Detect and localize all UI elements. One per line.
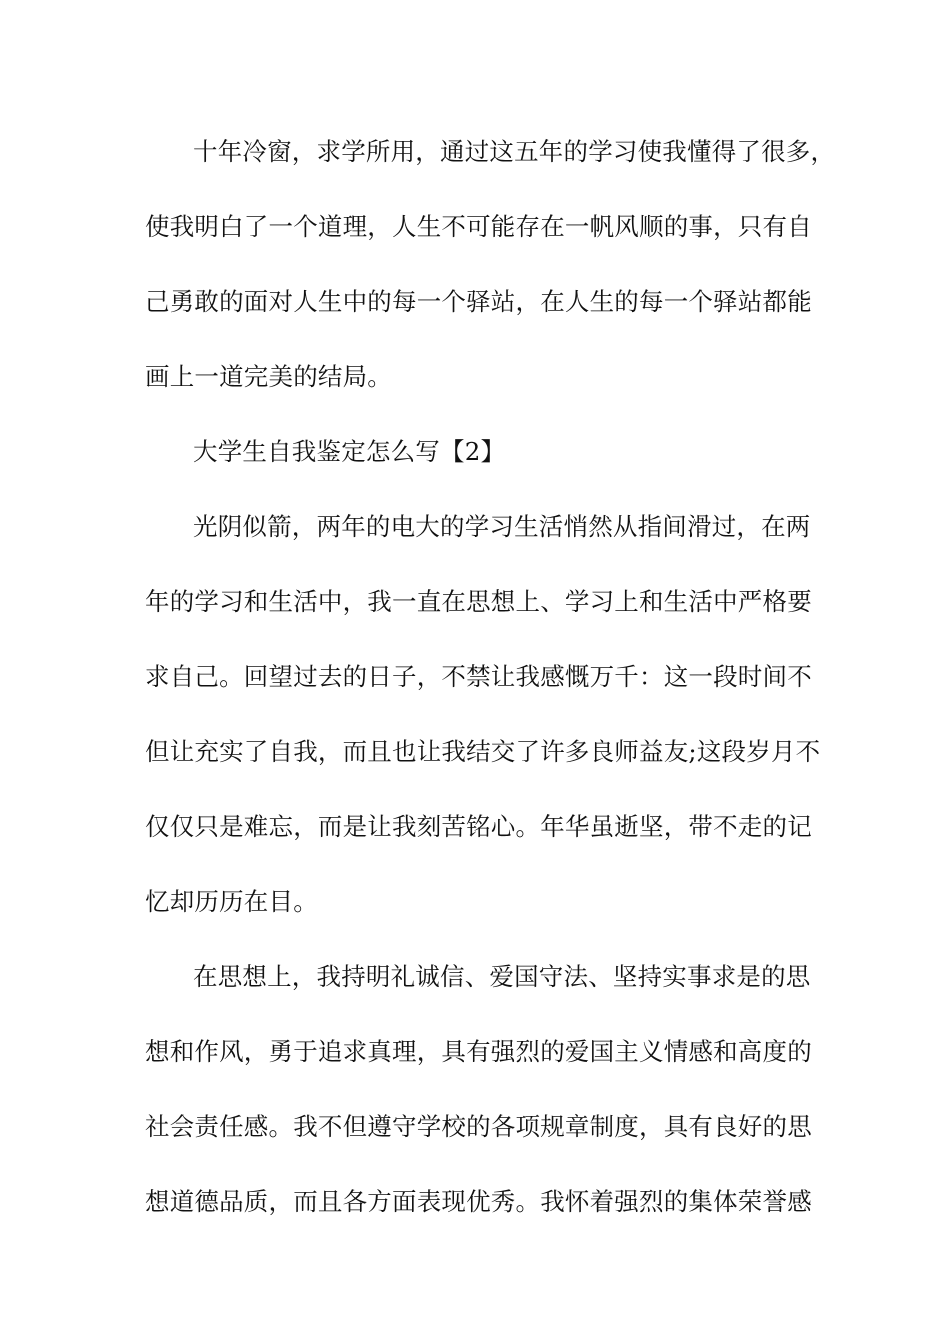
text-line: 使我明白了一个道理，人生不可能存在一帆风顺的事，只有自 — [145, 212, 812, 241]
text-line: 忆却历历在目。 — [145, 887, 318, 916]
text-line: 想道德品质，而且各方面表现优秀。我怀着强烈的集体荣誉感 — [145, 1187, 812, 1216]
text-line: 年的学习和生活中，我一直在思想上、学习上和生活中严格要 — [145, 587, 812, 616]
text-line: 己勇敢的面对人生中的每一个驿站，在人生的每一个驿站都能 — [145, 287, 812, 316]
section-heading: 大学生自我鉴定怎么写【2】 — [193, 437, 506, 466]
text-line: 十年冷窗，求学所用，通过这五年的学习使我懂得了很多， — [193, 137, 836, 166]
text-line: 仅仅只是难忘，而是让我刻苦铭心。年华虽逝坚，带不走的记 — [145, 812, 812, 841]
text-line: 光阴似箭，两年的电大的学习生活悄然从指间滑过，在两 — [193, 512, 811, 541]
text-line: 想和作风，勇于追求真理，具有强烈的爱国主义情感和高度的 — [145, 1037, 812, 1066]
text-line: 但让充实了自我，而且也让我结交了许多良师益友;这段岁月不 — [145, 737, 821, 766]
text-line: 求自己。回望过去的日子，不禁让我感慨万千：这一段时间不 — [145, 662, 812, 691]
text-line: 社会责任感。我不但遵守学校的各项规章制度，具有良好的思 — [145, 1112, 812, 1141]
text-line: 在思想上，我持明礼诚信、爱国守法、坚持实事求是的思 — [193, 962, 811, 991]
text-line: 画上一道完美的结局。 — [145, 362, 392, 391]
